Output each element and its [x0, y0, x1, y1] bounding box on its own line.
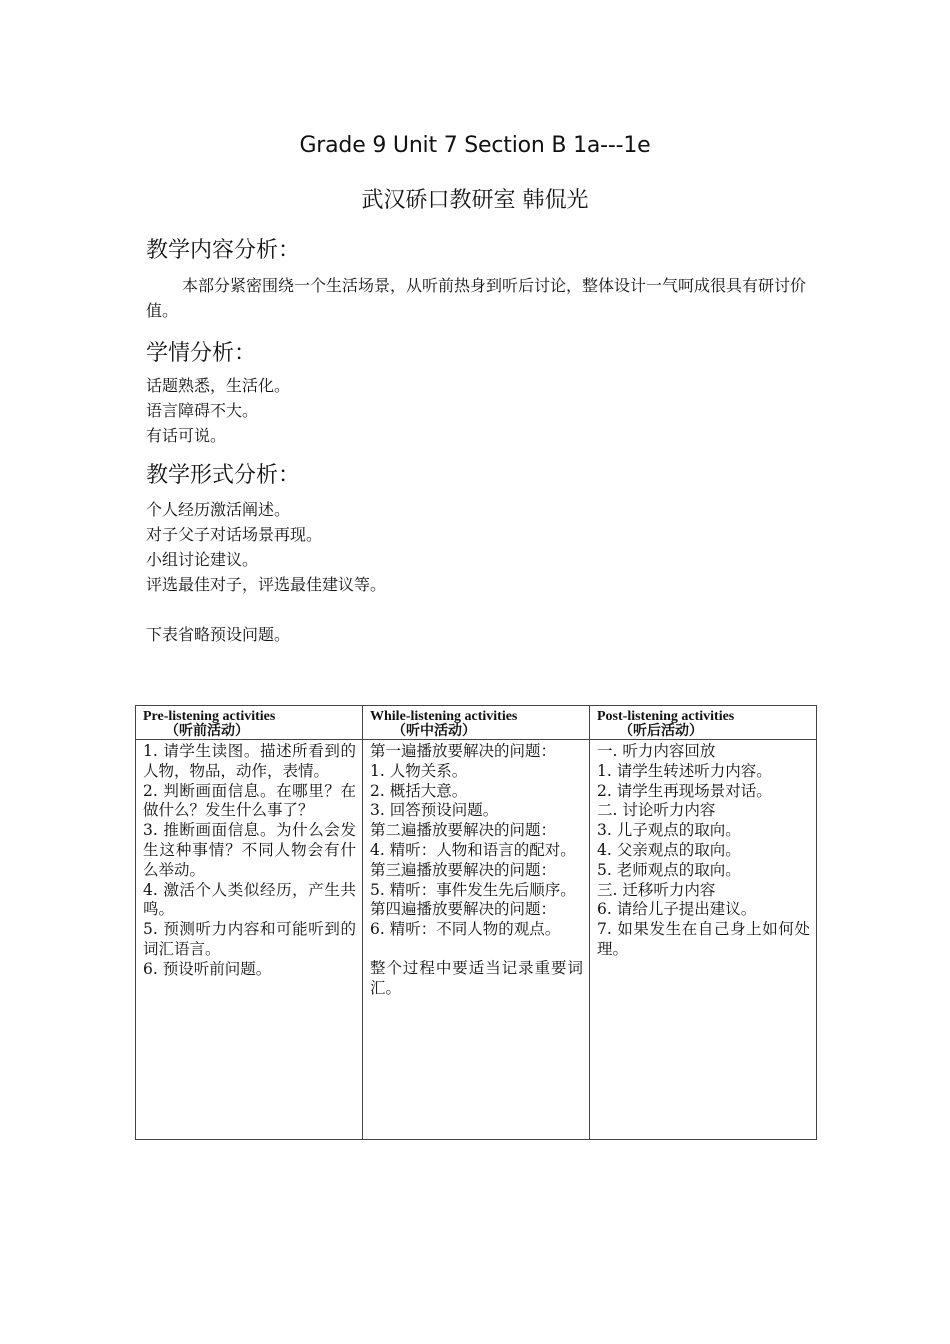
- document-title: Grade 9 Unit 7 Section B 1a---1e: [299, 133, 651, 158]
- while-listening-cell: [363, 740, 590, 1140]
- header-zh: （听前活动）: [165, 724, 249, 739]
- list-item: 第三遍播放要解决的问题：: [370, 860, 557, 879]
- list-item: 3. 推断画面信息。为什么会发生这种事情？不同人物会有什么举动。: [143, 821, 356, 879]
- activities-table: [135, 705, 817, 1140]
- form-line: 小组讨论建议。: [146, 550, 259, 569]
- list-item: 4. 激活个人类似经历，产生共鸣。: [143, 880, 356, 919]
- while-listening-header: [363, 706, 590, 740]
- list-item: 6. 精听：不同人物的观点。: [370, 920, 561, 939]
- list-item: 5. 预测听力内容和可能听到的词汇语言。: [143, 920, 356, 958]
- list-item: 6. 请给儿子提出建议。: [597, 900, 757, 919]
- list-item: 2. 判断画面信息。在哪里？在做什么？发生什么事了？: [143, 781, 356, 820]
- list-item: 3. 儿子观点的取向。: [597, 821, 741, 840]
- learner-line: 语言障碍不大。: [146, 401, 259, 420]
- form-line: 评选最佳对子，评选最佳建议等。: [146, 575, 387, 594]
- list-item: 第二遍播放要解决的问题：: [370, 821, 557, 840]
- list-item: 1. 人物关系。: [370, 761, 468, 780]
- form-line: 个人经历激活阐述。: [146, 500, 291, 519]
- header-en: Post-listening activities: [597, 709, 735, 724]
- learner-analysis-heading: 学情分析：: [146, 341, 257, 366]
- content-analysis-text: [146, 273, 811, 323]
- learner-line: 话题熟悉，生活化。: [146, 376, 291, 395]
- list-item: 1. 请学生读图。描述所看到的人物，物品，动作，表情。: [143, 742, 356, 780]
- list-item: 5. 老师观点的取向。: [597, 860, 741, 879]
- table-note: 下表省略预设问题。: [146, 625, 291, 644]
- content-analysis-body: 本部分紧密围绕一个生活场景，从听前热身到听后讨论，整体设计一气呵成很具有研讨价值。: [146, 276, 807, 320]
- post-listening-header: [590, 706, 817, 740]
- list-item: 第四遍播放要解决的问题：: [370, 900, 557, 919]
- list-item: 2. 请学生再现场景对话。: [597, 781, 772, 800]
- list-item: 二. 讨论听力内容: [597, 801, 716, 820]
- form-analysis-heading: 教学形式分析：: [146, 463, 301, 488]
- form-line: 对子父子对话场景再现。: [146, 525, 323, 544]
- table-row: [136, 740, 817, 1140]
- list-item: 7. 如果发生在自己身上如何处理。: [597, 920, 810, 958]
- header-zh: （听中活动）: [392, 724, 476, 739]
- header-en: Pre-listening activities: [143, 709, 276, 724]
- list-item: 5. 精听：事件发生先后顺序。: [370, 880, 576, 899]
- list-item: 整个过程中要适当记录重要词汇。: [370, 958, 583, 997]
- header-en: While-listening activities: [370, 709, 518, 724]
- list-item: 4. 精听：人物和语言的配对。: [370, 840, 576, 859]
- content-analysis-heading: 教学内容分析：: [146, 238, 301, 263]
- pre-listening-header: [136, 706, 363, 740]
- author-line: 武汉硚口教研室 韩侃光: [361, 188, 589, 213]
- list-item: 4. 父亲观点的取向。: [597, 840, 741, 859]
- list-item: 2. 概括大意。: [370, 781, 468, 800]
- post-listening-cell: [590, 740, 817, 1140]
- list-item: 1. 请学生转述听力内容。: [597, 761, 772, 780]
- learner-line: 有话可说。: [146, 426, 227, 445]
- list-item: 3. 回答预设问题。: [370, 801, 499, 820]
- list-item: 第一遍播放要解决的问题：: [370, 742, 557, 760]
- pre-listening-cell: [136, 740, 363, 1140]
- list-item: 6. 预设听前问题。: [143, 959, 272, 978]
- list-item: 三. 迁移听力内容: [597, 880, 716, 899]
- list-item: 一. 听力内容回放: [597, 742, 716, 760]
- header-zh: （听后活动）: [619, 724, 703, 739]
- table-header-row: [136, 706, 817, 740]
